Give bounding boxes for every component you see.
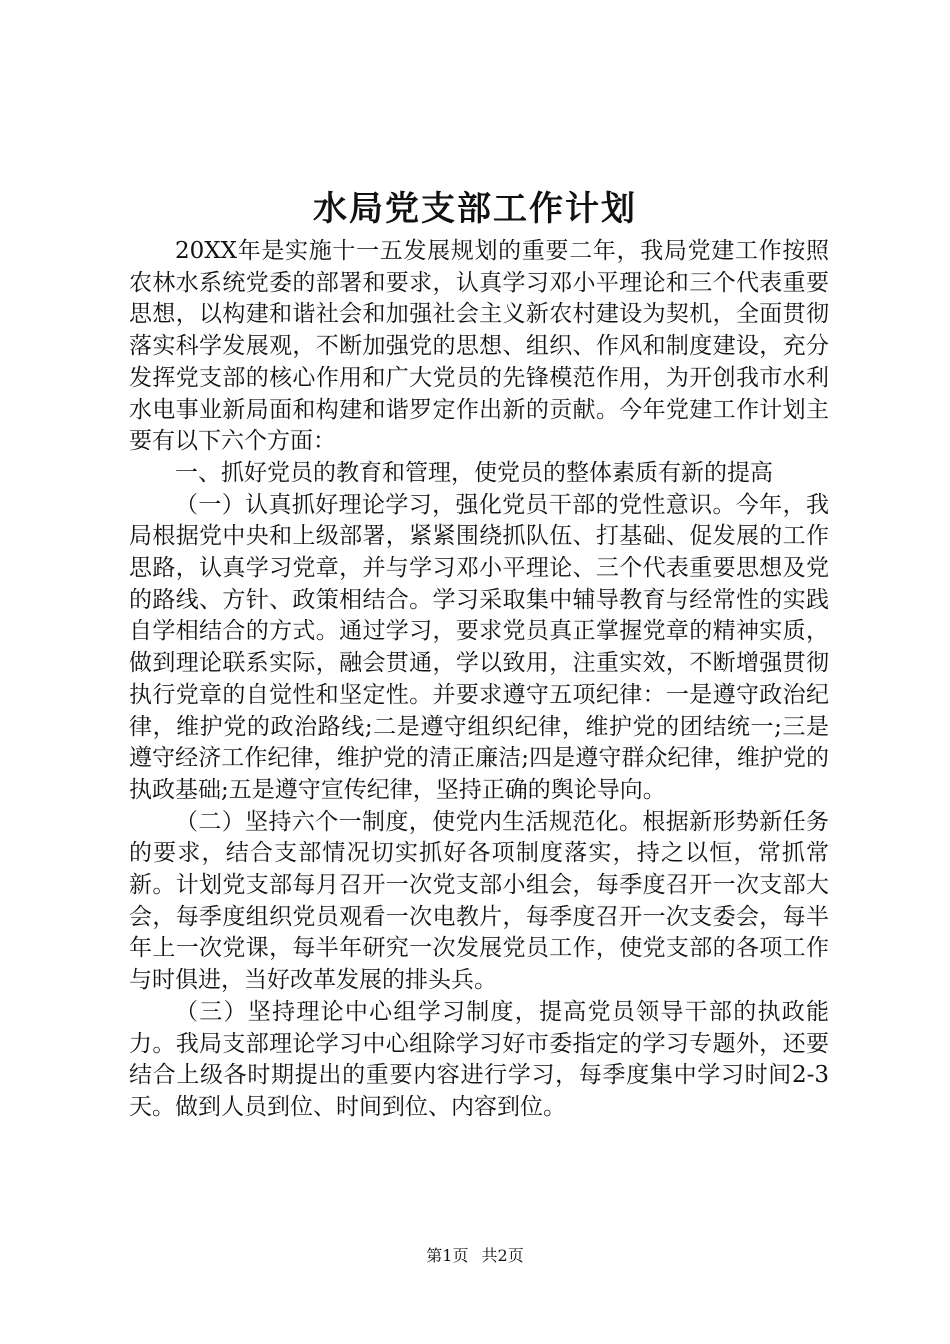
document-title: 水局党支部工作计划 xyxy=(313,189,637,229)
document-body xyxy=(129,236,829,1124)
subsection-paragraph-3: （三）坚持理论中心组学习制度，提高党员领导干部的执政能力。我局支部理论学习中心组除学习好市委指定的学习专题外，还要结合上级各时期提出的重要内容进行学习，每季度集中学习时间2-3天。做到人员到位、时间到位、内容到位。 xyxy=(129,998,829,1120)
intro-paragraph: 20XX年是实施十一五发展规划的重要二年，我局党建工作按照农林水系统党委的部署和要求，认真学习邓小平理论和三个代表重要思想，以构建和谐社会和加强社会主义新农村建设为契机，全面贯彻落实科学发展观，不断加强党的思想、组织、作风和制度建设，充分发挥党支部的核心作用和广大党员的先锋模范作用，为开创我市水利水电事业新局面和构建和谐罗定作出新的贡献。今年党建工作计划主要有以下六个方面： xyxy=(129,238,829,455)
subsection-paragraph-2: （二）坚持六个一制度，使党内生活规范化。根据新形势新任务的要求，结合支部情况切实抓好各项制度落实，持之以恒，常抓常新。计划党支部每月召开一次党支部小组会，每季度召开一次支部大会，每季度组织党员观看一次电教片，每季度召开一次支委会，每半年上一次党课，每半年研究一次发展党员工作，使党支部的各项工作与时俱进，当好改革发展的排头兵。 xyxy=(129,808,829,994)
subsection-paragraph-1: （一）认真抓好理论学习，强化党员干部的党性意识。今年，我局根据党中央和上级部署，紧紧围绕抓队伍、打基础、促发展的工作思路，认真学习党章，并与学习邓小平理论、三个代表重要思想及党的路线、方针、政策相结合。学习采取集中辅导教育与经常性的实践自学相结合的方式。通过学习，要求党员真正掌握党章的精神实质，做到理论联系实际，融会贯通，学以致用，注重实效，不断增强贯彻执行党章的自觉性和坚定性。并要求遵守五项纪律：一是遵守政治纪律，维护党的政治路线;二是遵守组织纪律，维护党的团结统一;三是遵守经济工作纪律，维护党的清正廉洁;四是遵守群众纪律，维护党的执政基础;五是遵守宣传纪律，坚持正确的舆论导向。 xyxy=(129,491,829,803)
page-total: 共2页 xyxy=(481,1246,524,1265)
page-number: 第1页 xyxy=(426,1246,469,1265)
section-heading-1: 一、抓好党员的教育和管理，使党员的整体素质有新的提高 xyxy=(175,459,773,486)
page-footer xyxy=(0,1245,950,1267)
